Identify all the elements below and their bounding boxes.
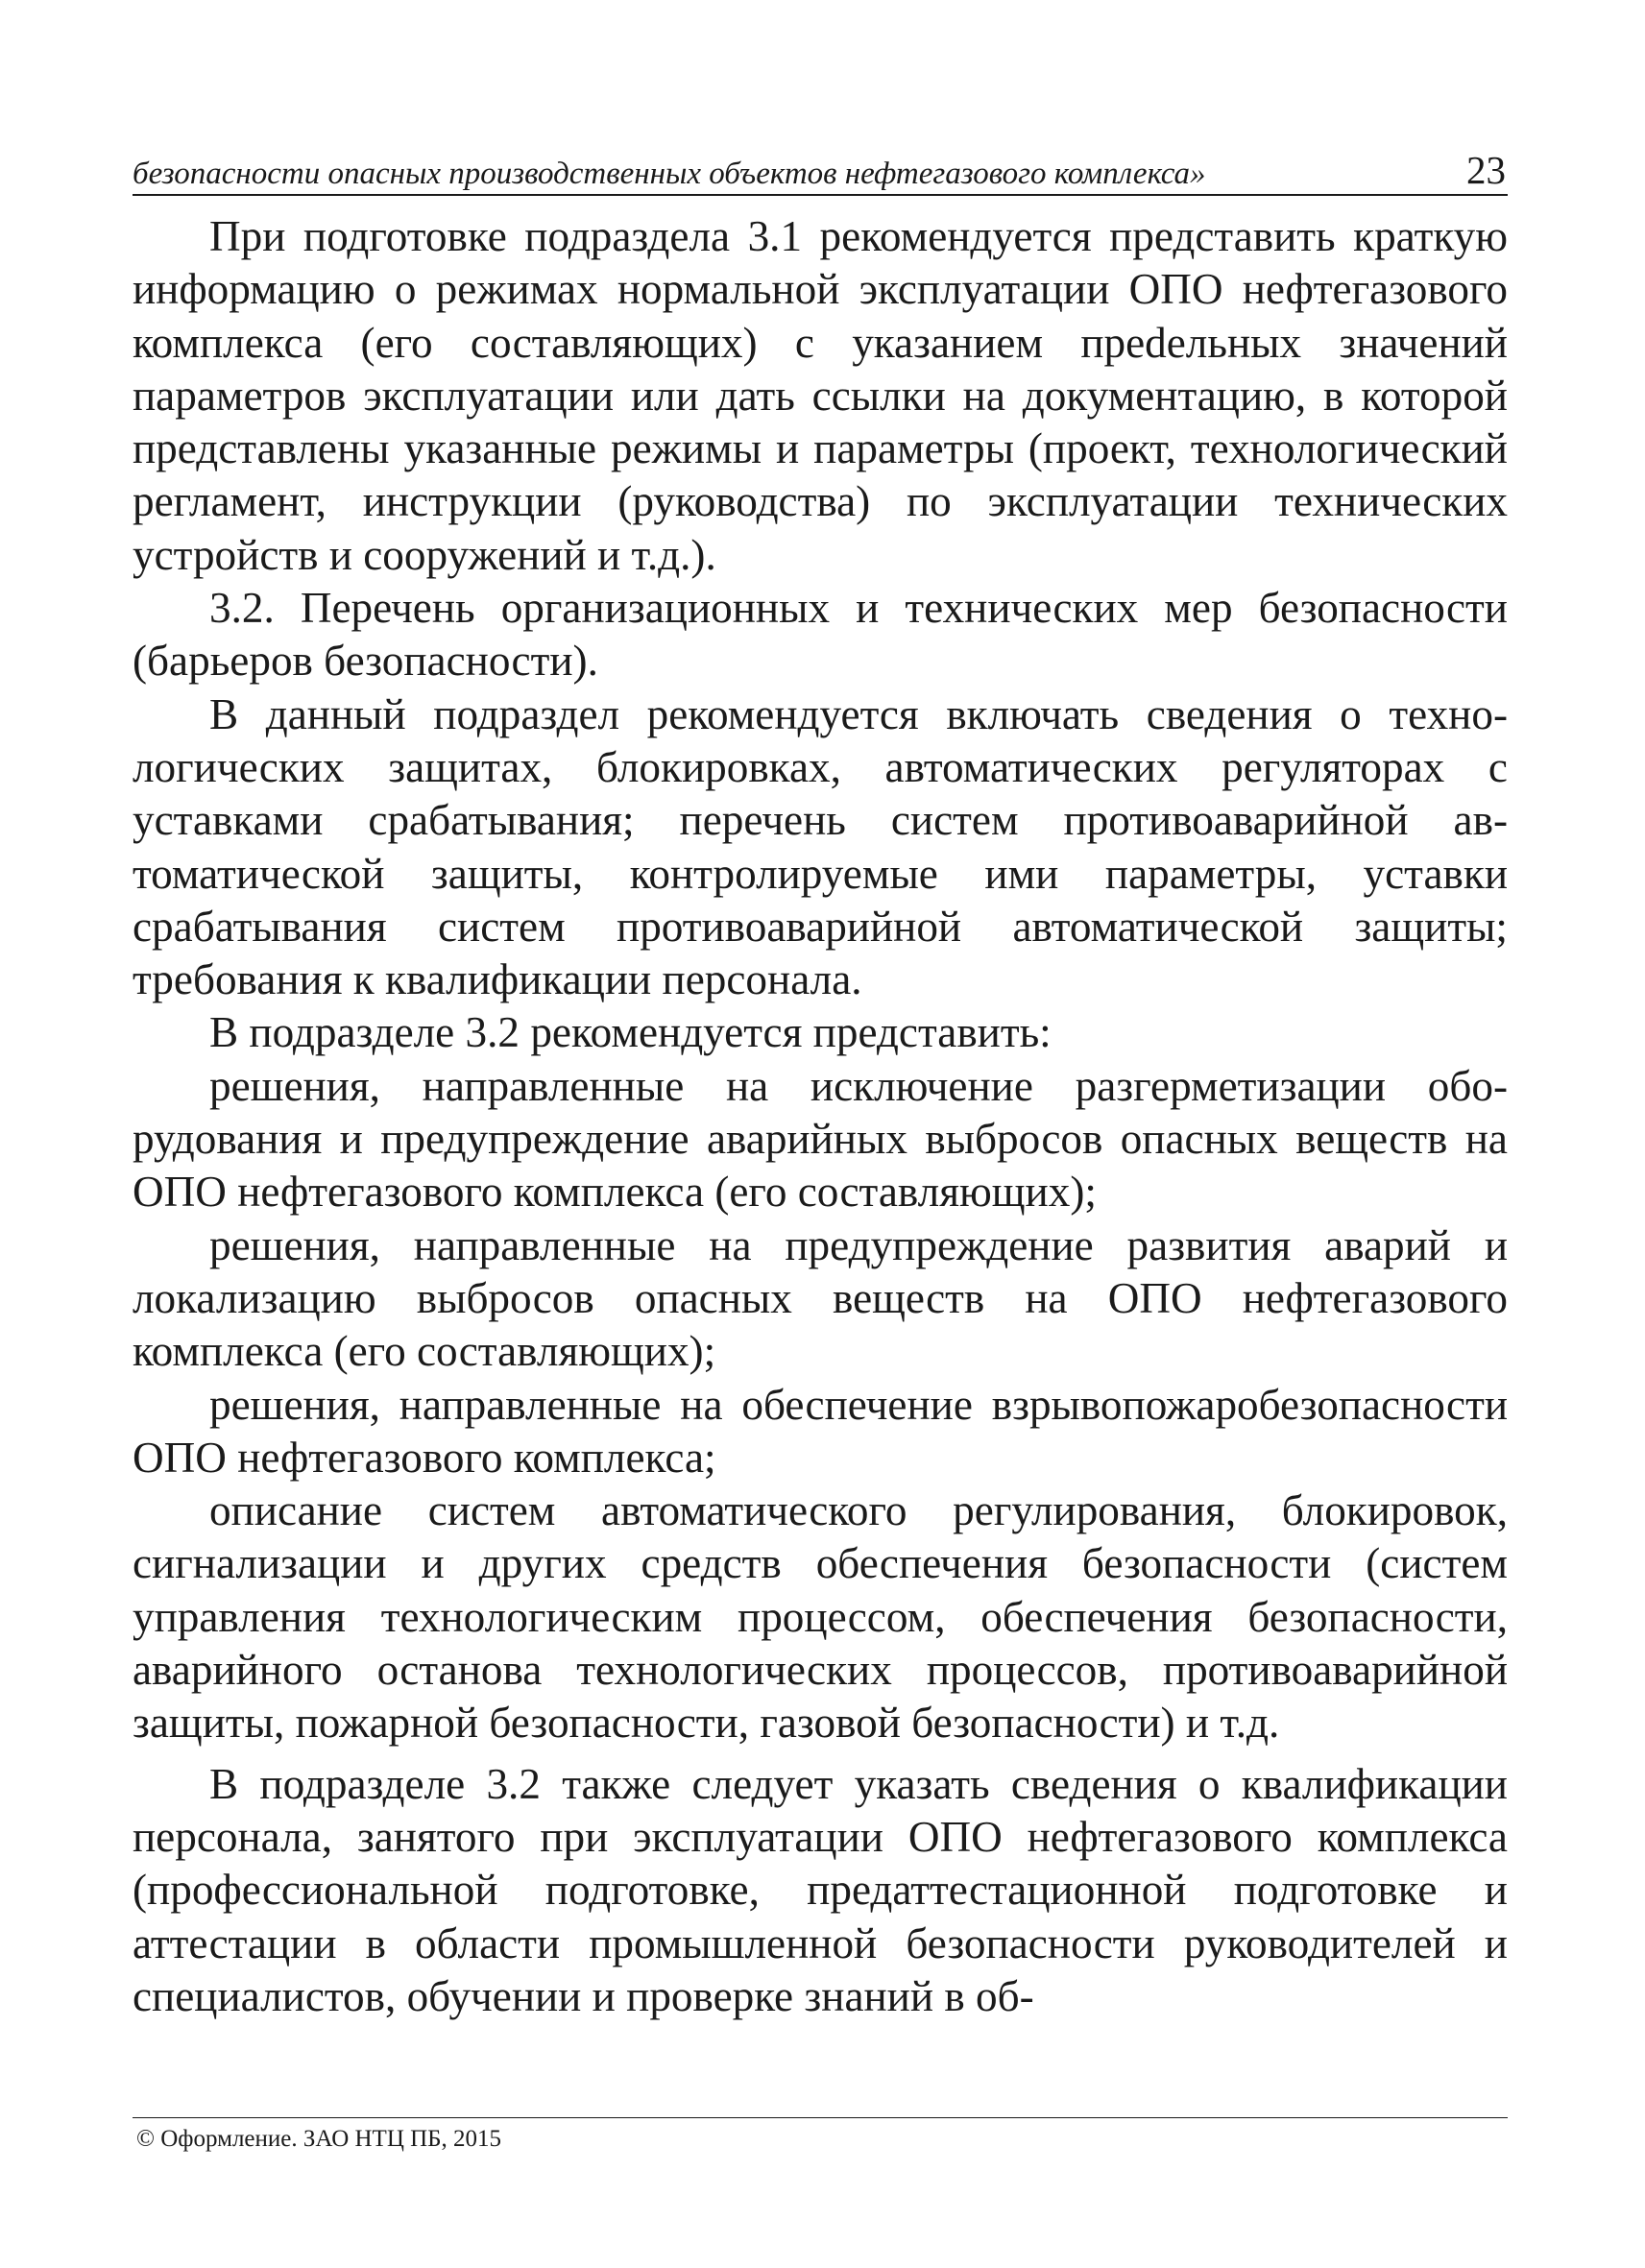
body-text xyxy=(133,210,1508,2023)
paragraph-subsection-3-1-info: При подготовке подраздела 3.1 рекомендуется представить краткую информацию о режимах нормальной эксплуатации ОПО нефтегазового комплекса (его составляющих) с указанием преdельных значений параметров эксплуатации или дать ссылки на документацию, в которой представлены указанные режимы и параметры (проект, технологический регламент, инструкции (руководства) по эксплуатации технических устройств и сооружений и т.д.). xyxy=(133,212,1508,579)
paragraph-section-3-2-heading: 3.2. Перечень организационных и технических мер безопасности (барьеров безопасности). xyxy=(133,584,1508,686)
running-header-title: безопасности опасных производственных объектов нефтегазового комплекса» xyxy=(133,157,1206,191)
list-item-fire-safety: решения, направленные на обеспечение взрывопожаробезопасности ОПО нефтегазового комплекса; xyxy=(133,1380,1508,1482)
list-item-depressurization: решения, направленные на исключение разгерметизации оборудования и предупреждение аварийных выбросов опасных веществ на ОПО нефтегазового комплекса (его составляющих); xyxy=(133,1061,1508,1217)
list-item-accident-prevention: решения, направленные на предупреждение развития аварий и локализацию выбросов опасных веществ на ОПО нефтегазового комплекса (его составляющих); xyxy=(133,1220,1508,1376)
paragraph-list-intro: В подразделе 3.2 рекомендуется представить: xyxy=(209,1008,1052,1057)
running-header xyxy=(133,144,1508,196)
page-number: 23 xyxy=(1466,148,1506,192)
paragraph-personnel-qualification: В подразделе 3.2 также следует указать сведения о квалификации персонала, занятого при эксплуатации ОПО нефтегазового комплекса (профессиональной подготовке, предаттестационной подготовке и аттестации в области промышленной безопасности руководителей и специалистов, обучении и проверке знаний в об- xyxy=(133,1759,1508,2020)
page-footer xyxy=(133,2117,1508,2151)
paragraph-subsection-contents: В данный подраздел рекомендуется включать сведения о технологических защитах, блокировках, автоматических регуляторах с уставками срабатывания; перечень систем противоаварийной автоматической защиты, контролируемые ими параметры, уставки срабатывания систем противоаварийной автоматической защиты; требования к квалификации персонала. xyxy=(133,689,1508,1004)
copyright-notice: © Оформление. ЗАО НТЦ ПБ, 2015 xyxy=(136,2126,502,2152)
list-item-automation-systems: описание систем автоматического регулирования, блокировок, сигнализации и других средств обеспечения безопасности (систем управления технологическим процессом, обеспечения безопасности, аварийного останова технологических процессов, противоаварийной защиты, пожарной безопасности, газовой безопасности) и т.д. xyxy=(133,1486,1508,1748)
document-page xyxy=(133,144,1508,2152)
